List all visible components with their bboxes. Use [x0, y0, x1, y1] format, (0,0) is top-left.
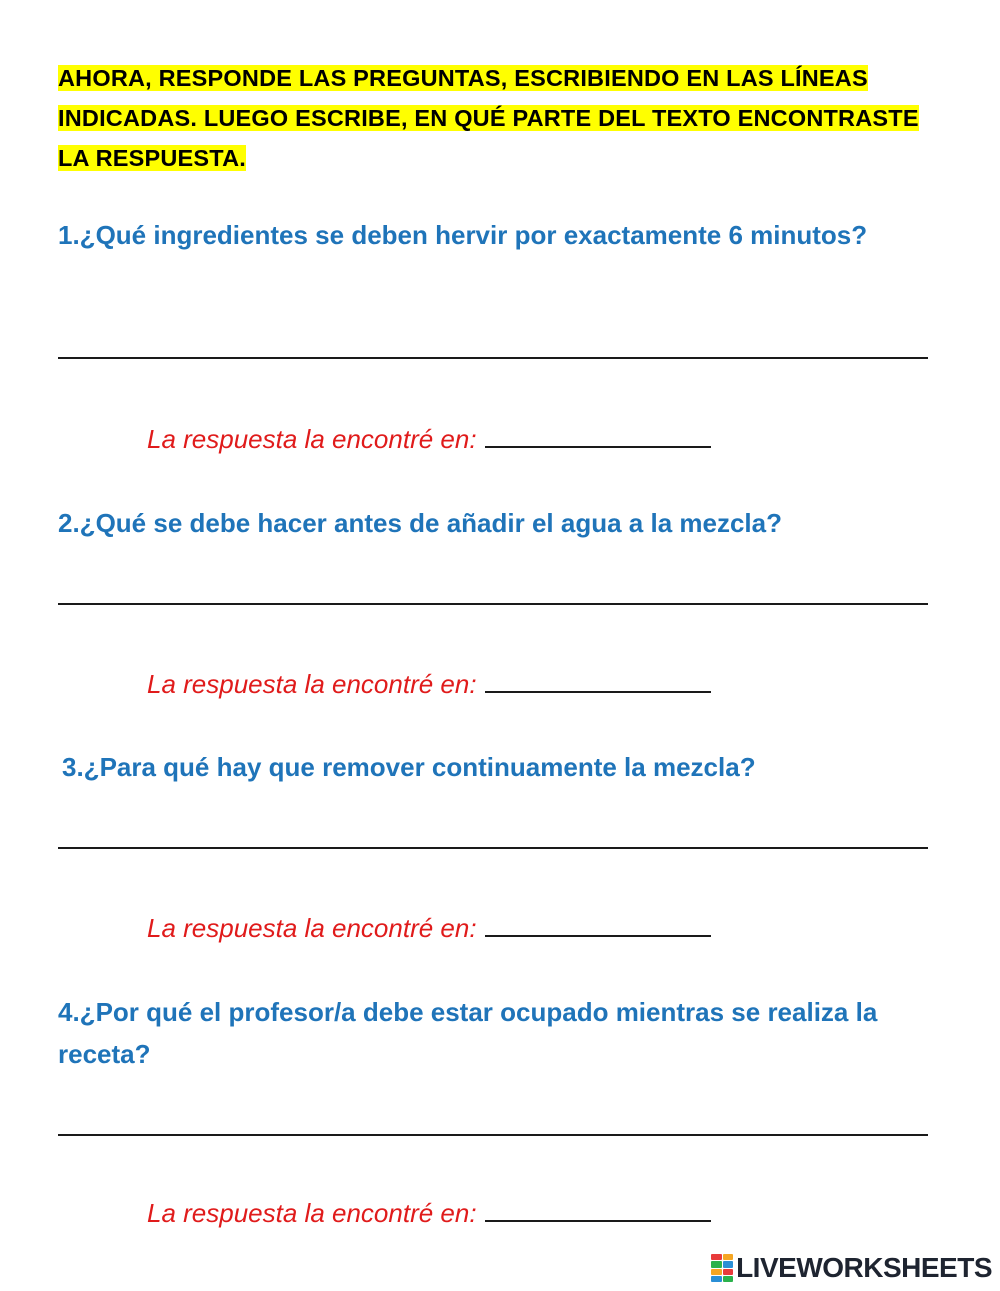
found-row-4 — [147, 1194, 711, 1228]
instructions-heading — [58, 58, 938, 178]
found-row-3 — [147, 909, 711, 943]
found-blank-3[interactable] — [485, 909, 711, 937]
question-3: 3.¿Para qué hay que remover continuamente la mezcla? — [62, 752, 756, 782]
found-label-3: La respuesta la encontré en: — [147, 913, 477, 943]
found-label-4: La respuesta la encontré en: — [147, 1198, 477, 1228]
found-row-1 — [147, 420, 711, 454]
answer-line-2[interactable] — [58, 603, 928, 605]
answer-line-3[interactable] — [58, 847, 928, 849]
found-label-2: La respuesta la encontré en: — [147, 669, 477, 699]
question-1: 1.¿Qué ingredientes se deben hervir por exactamente 6 minutos? — [58, 220, 868, 250]
question-2: 2.¿Qué se debe hacer antes de añadir el agua a la mezcla? — [58, 508, 782, 538]
logo-text: LIVEWORKSHEETS — [736, 1252, 992, 1283]
answer-line-1[interactable] — [58, 357, 928, 359]
answer-line-4[interactable] — [58, 1134, 928, 1136]
found-row-2 — [147, 665, 711, 699]
found-blank-4[interactable] — [485, 1194, 711, 1222]
liveworksheets-logo-icon — [711, 1254, 733, 1282]
instructions-text: AHORA, RESPONDE LAS PREGUNTAS, ESCRIBIENDO EN LAS LÍNEAS INDICADAS. LUEGO ESCRIBE, EN QUÉ PARTE DEL TEXTO ENCONTRASTE LA RESPUESTA. — [58, 65, 919, 171]
question-4: 4.¿Por qué el profesor/a debe estar ocupado mientras se realiza la receta? — [58, 997, 878, 1069]
found-blank-1[interactable] — [485, 420, 711, 448]
found-blank-2[interactable] — [485, 665, 711, 693]
found-label-1: La respuesta la encontré en: — [147, 424, 477, 454]
liveworksheets-logo — [711, 1252, 992, 1284]
